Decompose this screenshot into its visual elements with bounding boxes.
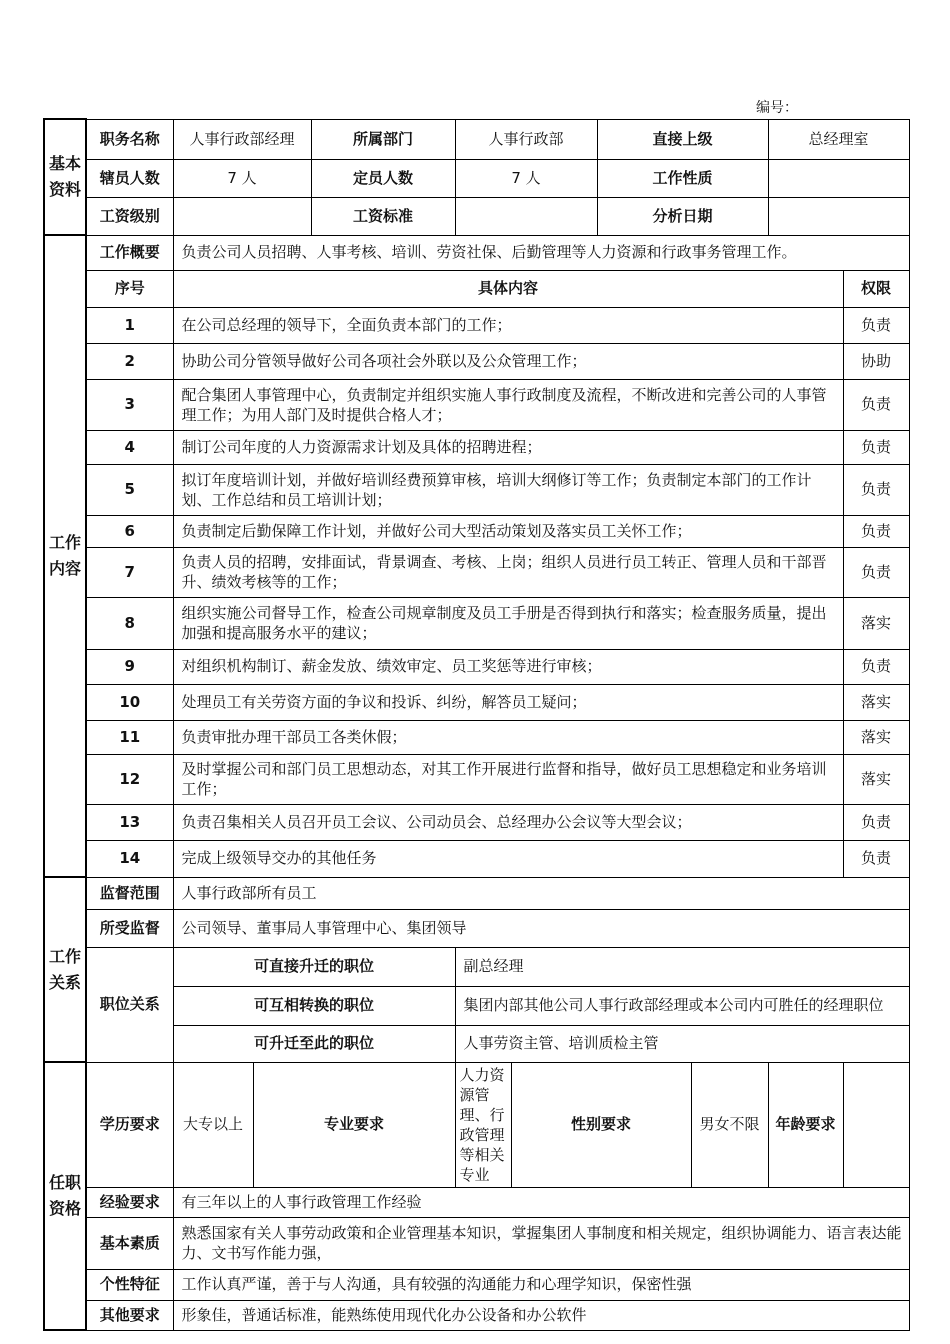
item-number: 2 xyxy=(86,343,173,379)
item-text: 完成上级领导交办的其他任务 xyxy=(173,840,843,877)
label-direct-promotion: 可直接升迁的职位 xyxy=(173,947,455,986)
label-age: 年龄要求 xyxy=(768,1062,843,1187)
item-text: 对组织机构制订、薪金发放、绩效审定、员工奖惩等进行审核； xyxy=(173,649,843,684)
item-number: 14 xyxy=(86,840,173,877)
label-basic-qualities: 基本素质 xyxy=(86,1217,173,1269)
item-text: 负责审批办理干部员工各类休假； xyxy=(173,720,843,754)
value-major: 人力资源管理、行政管理等相关专业 xyxy=(455,1062,511,1187)
section-work-content: 工作内容 xyxy=(44,235,86,877)
item-authority: 负责 xyxy=(843,547,909,597)
section-qualifications: 任职资格 xyxy=(44,1062,86,1330)
item-authority: 负责 xyxy=(843,430,909,464)
item-text: 负责制定后勤保障工作计划，并做好公司大型活动策划及落实员工关怀工作； xyxy=(173,515,843,547)
table-row xyxy=(44,430,909,464)
item-authority: 负责 xyxy=(843,464,909,515)
value-supervise-scope: 人事行政部所有员工 xyxy=(173,877,909,909)
header-seq: 序号 xyxy=(86,270,173,307)
job-description-table xyxy=(43,118,910,1331)
label-promote-to-this: 可升迁至此的职位 xyxy=(173,1025,455,1062)
label-salary-standard: 工资标准 xyxy=(311,197,455,235)
value-experience: 有三年以上的人事行政管理工作经验 xyxy=(173,1187,909,1217)
value-direct-promotion: 副总经理 xyxy=(455,947,909,986)
table-row xyxy=(44,684,909,720)
label-direct-superior: 直接上级 xyxy=(597,119,768,159)
item-number: 9 xyxy=(86,649,173,684)
item-number: 5 xyxy=(86,464,173,515)
table-row xyxy=(44,343,909,379)
value-age xyxy=(843,1062,909,1187)
item-authority: 负责 xyxy=(843,379,909,430)
value-position-title: 人事行政部经理 xyxy=(173,119,311,159)
table-row xyxy=(44,464,909,515)
value-supervised-by: 公司领导、董事局人事管理中心、集团领导 xyxy=(173,909,909,947)
item-authority: 落实 xyxy=(843,597,909,649)
value-gender: 男女不限 xyxy=(691,1062,768,1187)
table-row xyxy=(44,804,909,840)
item-number: 7 xyxy=(86,547,173,597)
item-number: 4 xyxy=(86,430,173,464)
header-authority: 权限 xyxy=(843,270,909,307)
table-row xyxy=(44,720,909,754)
label-supervise-scope: 监督范围 xyxy=(86,877,173,909)
item-number: 11 xyxy=(86,720,173,754)
item-authority: 负责 xyxy=(843,840,909,877)
item-authority: 负责 xyxy=(843,307,909,343)
label-position-relations: 职位关系 xyxy=(86,947,173,1062)
header-content: 具体内容 xyxy=(173,270,843,307)
label-work-overview: 工作概要 xyxy=(86,235,173,270)
label-analysis-date: 分析日期 xyxy=(597,197,768,235)
item-authority: 落实 xyxy=(843,720,909,754)
item-text: 协助公司分管领导做好公司各项社会外联以及公众管理工作； xyxy=(173,343,843,379)
item-text: 配合集团人事管理中心，负责制定并组织实施人事行政制度及流程，不断改进和完善公司的人事管理工作；为用人部门及时提供合格人才； xyxy=(173,379,843,430)
item-authority: 负责 xyxy=(843,804,909,840)
value-direct-superior: 总经理室 xyxy=(768,119,909,159)
table-row xyxy=(44,307,909,343)
item-number: 12 xyxy=(86,754,173,804)
value-department: 人事行政部 xyxy=(455,119,597,159)
label-personality: 个性特征 xyxy=(86,1269,173,1300)
item-number: 1 xyxy=(86,307,173,343)
item-text: 处理员工有关劳资方面的争议和投诉、纠纷，解答员工疑问； xyxy=(173,684,843,720)
value-basic-qualities: 熟悉国家有关人事劳动政策和企业管理基本知识，掌握集团人事制度和相关规定，组织协调能力、语言表达能力、文书写作能力强， xyxy=(173,1217,909,1269)
value-education: 大专以上 xyxy=(173,1062,253,1187)
value-other-requirements: 形象佳，普通话标准，能熟练使用现代化办公设备和办公软件 xyxy=(173,1300,909,1330)
item-text: 制订公司年度的人力资源需求计划及具体的招聘进程； xyxy=(173,430,843,464)
value-fixed-staff: 7 人 xyxy=(455,159,597,197)
item-number: 6 xyxy=(86,515,173,547)
table-row xyxy=(44,547,909,597)
label-supervised-by: 所受监督 xyxy=(86,909,173,947)
item-authority: 协助 xyxy=(843,343,909,379)
label-education: 学历要求 xyxy=(86,1062,173,1187)
label-interchangeable: 可互相转换的职位 xyxy=(173,986,455,1025)
label-salary-level: 工资级别 xyxy=(86,197,173,235)
label-major: 专业要求 xyxy=(253,1062,455,1187)
table-row xyxy=(44,649,909,684)
item-authority: 落实 xyxy=(843,754,909,804)
item-text: 负责召集相关人员召开员工会议、公司动员会、总经理办公会议等大型会议； xyxy=(173,804,843,840)
label-fixed-staff: 定员人数 xyxy=(311,159,455,197)
item-text: 在公司总经理的领导下，全面负责本部门的工作； xyxy=(173,307,843,343)
label-experience: 经验要求 xyxy=(86,1187,173,1217)
label-other-requirements: 其他要求 xyxy=(86,1300,173,1330)
value-promote-to-this: 人事劳资主管、培训质检主管 xyxy=(455,1025,909,1062)
item-authority: 负责 xyxy=(843,515,909,547)
document-number-label: 编号： xyxy=(756,100,798,116)
table-row xyxy=(44,597,909,649)
item-number: 8 xyxy=(86,597,173,649)
item-number: 13 xyxy=(86,804,173,840)
value-work-overview: 负责公司人员招聘、人事考核、培训、劳资社保、后勤管理等人力资源和行政事务管理工作。 xyxy=(173,235,909,270)
table-row xyxy=(44,754,909,804)
value-analysis-date xyxy=(768,197,909,235)
item-text: 组织实施公司督导工作，检查公司规章制度及员工手册是否得到执行和落实；检查服务质量，提出加强和提高服务水平的建议； xyxy=(173,597,843,649)
item-number: 10 xyxy=(86,684,173,720)
label-gender: 性别要求 xyxy=(511,1062,691,1187)
value-interchangeable: 集团内部其他公司人事行政部经理或本公司内可胜任的经理职位 xyxy=(455,986,909,1025)
item-text: 拟订年度培训计划，并做好培训经费预算审核，培训大纲修订等工作；负责制定本部门的工作计划、工作总结和员工培训计划； xyxy=(173,464,843,515)
table-row xyxy=(44,379,909,430)
value-staff-count: 7 人 xyxy=(173,159,311,197)
label-department: 所属部门 xyxy=(311,119,455,159)
table-row xyxy=(44,840,909,877)
value-salary-level xyxy=(173,197,311,235)
item-text: 及时掌握公司和部门员工思想动态，对其工作开展进行监督和指导，做好员工思想稳定和业务培训工作； xyxy=(173,754,843,804)
table-row xyxy=(44,515,909,547)
section-work-relations: 工作关系 xyxy=(44,877,86,1062)
item-authority: 负责 xyxy=(843,649,909,684)
label-position-title: 职务名称 xyxy=(86,119,173,159)
item-number: 3 xyxy=(86,379,173,430)
label-work-nature: 工作性质 xyxy=(597,159,768,197)
section-basic-info: 基本资料 xyxy=(44,119,86,235)
label-staff-count: 辖员人数 xyxy=(86,159,173,197)
value-personality: 工作认真严谨，善于与人沟通，具有较强的沟通能力和心理学知识，保密性强 xyxy=(173,1269,909,1300)
value-salary-standard xyxy=(455,197,597,235)
value-work-nature xyxy=(768,159,909,197)
item-authority: 落实 xyxy=(843,684,909,720)
item-text: 负责人员的招聘，安排面试，背景调查、考核、上岗；组织人员进行员工转正、管理人员和干部晋升、绩效考核等的工作； xyxy=(173,547,843,597)
